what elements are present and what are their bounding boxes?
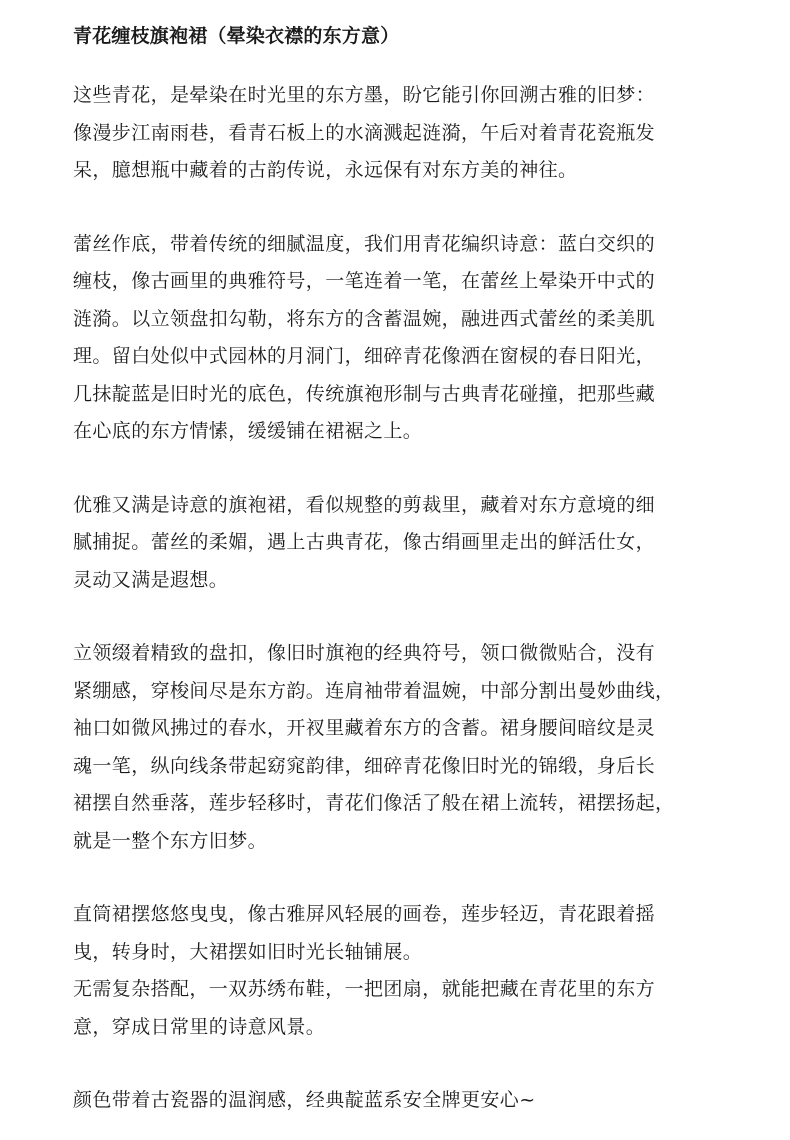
text-line: 缠枝，像古画里的典雅符号，一笔连着一笔，在蕾丝上晕染开中式的 bbox=[73, 270, 656, 292]
paragraph-spacer bbox=[73, 190, 750, 226]
paragraph-spacer bbox=[73, 1046, 750, 1082]
text-line: 曳，转身时，大裙摆如旧时光长轴铺展。 bbox=[73, 940, 423, 963]
paragraph-spacer bbox=[73, 599, 750, 635]
text-line: 魂一笔，纵向线条带起窈窕韵律，细碎青花像旧时光的锦缎，身后长 bbox=[73, 754, 656, 777]
paragraph-4 bbox=[73, 635, 750, 860]
paragraph-2 bbox=[73, 226, 750, 451]
paragraph-spacer bbox=[73, 451, 750, 487]
text-line: 裙摆自然垂落，莲步轻移时，青花们像活了般在裙上流转，裙摆扬起， bbox=[73, 792, 675, 814]
text-line: 腻捕捉。蕾丝的柔媚，遇上古典青花，像古绢画里走出的鲜活仕女， bbox=[73, 531, 656, 553]
text-line: 意，穿成日常里的诗意风景。 bbox=[73, 1015, 326, 1038]
text-line: 像漫步江南雨巷，看青石板上的水滴溅起涟漪，午后对着青花瓷瓶发 bbox=[73, 121, 656, 144]
text-line: 无需复杂搭配，一双苏绣布鞋，一把团扇，就能把藏在青花里的东方 bbox=[73, 978, 656, 1000]
text-line: 蕾丝作底，带着传统的细腻温度，我们用青花编织诗意：蓝白交织的 bbox=[73, 232, 656, 255]
text-line: 灵动又满是遐想。 bbox=[73, 568, 229, 591]
text-line: 在心底的东方情愫，缓缓铺在裙裾之上。 bbox=[73, 420, 423, 442]
text-line: 优雅又满是诗意的旗袍裙，看似规整的剪裁里，藏着对东方意境的细 bbox=[73, 493, 656, 516]
article-title: 青花缠枝旗袍裙（晕染衣襟的东方意） bbox=[73, 25, 400, 47]
paragraph-spacer bbox=[73, 860, 750, 896]
paragraph-1 bbox=[73, 77, 750, 190]
text-line: 颜色带着古瓷器的温润感，经典靛蓝系安全牌更安心~ bbox=[73, 1089, 536, 1111]
paragraph-6 bbox=[73, 1082, 750, 1120]
paragraph-3 bbox=[73, 487, 750, 600]
text-line: 呆，臆想瓶中藏着的古韵传说，永远保有对东方美的神往。 bbox=[73, 159, 578, 181]
paragraph-5 bbox=[73, 896, 750, 1046]
text-line: 这些青花，是晕染在时光里的东方墨，盼它能引你回溯古雅的旧梦： bbox=[73, 84, 656, 106]
text-line: 袖口如微风拂过的春水，开衩里藏着东方的含蓄。裙身腰间暗纹是灵 bbox=[73, 717, 656, 739]
text-line: 立领缀着精致的盘扣，像旧时旗袍的经典符号，领口微微贴合，没有 bbox=[73, 642, 656, 664]
text-line: 就是一整个东方旧梦。 bbox=[73, 829, 268, 852]
text-line: 理。留白处似中式园林的月洞门，细碎青花像洒在窗棂的春日阳光， bbox=[73, 345, 656, 367]
text-line: 直筒裙摆悠悠曳曳，像古雅屏风轻展的画卷，莲步轻迈，青花跟着摇 bbox=[73, 903, 656, 925]
text-line: 紧绷感，穿梭间尽是东方韵。连肩袖带着温婉，中部分割出曼妙曲线， bbox=[73, 679, 675, 702]
text-line: 涟漪。以立领盘扣勾勒，将东方的含蓄温婉，融进西式蕾丝的柔美肌 bbox=[73, 307, 656, 330]
text-line: 几抹靛蓝是旧时光的底色，传统旗袍形制与古典青花碰撞，把那些藏 bbox=[73, 382, 656, 405]
